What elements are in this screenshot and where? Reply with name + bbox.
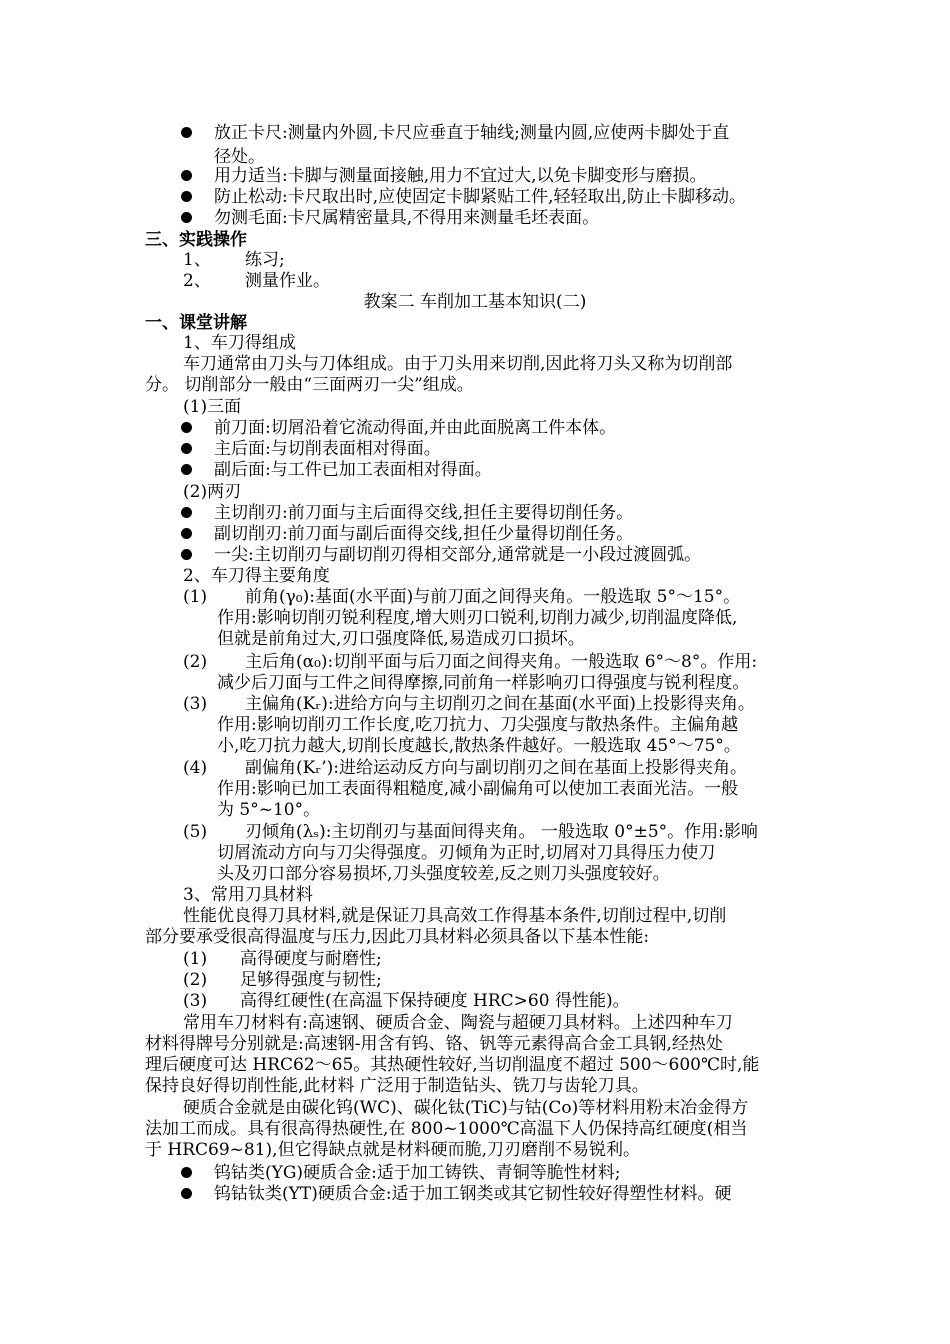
- property-item: 高得硬度与耐磨性;: [240, 949, 382, 969]
- angle-line: 减少后刀面与工件之间得摩擦,同前角一样影响刃口得强度与锐利程度。: [217, 673, 750, 693]
- property-num: (3): [183, 991, 208, 1011]
- angle-line: 主偏角(Kᵣ):进给方向与主切削刃之间在基面(水平面)上投影得夹角。: [245, 694, 755, 714]
- property-num: (2): [183, 970, 208, 990]
- paragraph-line: 于 HRC69~81),但它得缺点就是材料硬而脆,刀刃磨削不易锐利。: [145, 1140, 640, 1160]
- subheading-tool-composition: 1、车刀得组成: [183, 333, 296, 353]
- subheading-tool-materials: 3、常用刀具材料: [183, 885, 313, 905]
- paragraph-line: 分。 切削部分一般由“三面两刃一尖”组成。: [145, 375, 474, 395]
- bullet-icon: [181, 528, 192, 539]
- bullet-icon: [181, 422, 192, 433]
- angle-line: 头及刃口部分容易损坏,刀头强度较差,反之则刀头强度较好。: [217, 864, 670, 884]
- angle-line: 为 5°~10°。: [217, 800, 321, 820]
- paragraph-line: 硬质合金就是由碳化钨(WC)、碳化钛(TiC)与钴(Co)等材料用粉末冶金得方: [183, 1098, 749, 1118]
- edge-item: 主切削刃:前刀面与主后面得交线,担任主要得切削任务。: [214, 503, 634, 523]
- caliper-tip-4: 勿测毛面:卡尺属精密量具,不得用来测量毛坯表面。: [214, 208, 600, 228]
- property-item: 高得红硬性(在高温下保持硬度 HRC>60 得性能)。: [240, 991, 630, 1011]
- paragraph-line: 理后硬度可达 HRC62～65。其热硬性较好,当切削温度不超过 500～600℃时,能: [145, 1055, 760, 1075]
- bullet-icon: [181, 464, 192, 475]
- angle-line: 刃倾角(λₛ):主切削刃与基面间得夹角。 一般选取 0°±5°。作用:影响: [245, 822, 758, 842]
- section-heading-lecture: 一、课堂讲解: [145, 313, 247, 333]
- practice-item-2: 测量作业。: [245, 271, 330, 291]
- angle-line: 副偏角(Kᵣ’):进给运动反方向与副切削刃之间在基面上投影得夹角。: [245, 758, 747, 778]
- face-item: 副后面:与工件已加工表面相对得面。: [214, 460, 492, 480]
- bullet-icon: [181, 443, 192, 454]
- angle-line: 切屑流动方向与刀尖得强度。刃倾角为正时,切屑对刀具得压力使刀: [217, 843, 716, 863]
- paragraph-line: 性能优良得刀具材料,就是保证刀具高效工作得基本条件,切削过程中,切削: [183, 906, 727, 926]
- angle-num: (3): [183, 694, 208, 714]
- angle-line: 作用:影响切削刃锐利程度,增大则刃口锐利,切削力减少,切削温度降低,: [217, 608, 738, 628]
- paragraph-line: 部分要承受很高得温度与压力,因此刀具材料必须具备以下基本性能:: [145, 927, 650, 947]
- face-item: 前刀面:切屑沿着它流动得面,并由此面脱离工件本体。: [214, 418, 617, 438]
- paragraph-line: 材料得牌号分别就是:高速钢-用含有钨、铬、钒等元素得高合金工具钢,经热处: [145, 1034, 723, 1054]
- edge-item: 副切削刃:前刀面与副后面得交线,担任少量得切削任务。: [214, 524, 634, 544]
- angle-line: 前角(γ₀):基面(水平面)与前刀面之间得夹角。一般选取 5°～15°。: [245, 587, 741, 607]
- paragraph-line: 法加工而成。具有很高得热硬性,在 800~1000℃高温下人仍保持高红硬度(相当: [145, 1119, 748, 1139]
- paragraph-line: 常用车刀材料有:高速钢、硬质合金、陶瓷与超硬刀具材料。上述四种车刀: [183, 1013, 733, 1033]
- angle-num: (1): [183, 587, 208, 607]
- subheading-two-edges: (2)两刃: [183, 482, 242, 502]
- bullet-icon: [181, 1188, 192, 1199]
- angle-line: 主后角(α₀):切削平面与后刀面之间得夹角。一般选取 6°～8°。作用:: [245, 652, 758, 672]
- lesson-title: 教案二 车削加工基本知识(二): [363, 292, 587, 312]
- bullet-icon: [181, 507, 192, 518]
- angle-num: (2): [183, 652, 208, 672]
- alloy-item: 钨钴类(YG)硬质合金:适于加工铸铁、青铜等脆性材料;: [214, 1163, 621, 1183]
- face-item: 主后面:与切削表面相对得面。: [214, 439, 441, 459]
- bullet-icon: [181, 170, 192, 181]
- subheading-three-faces: (1)三面: [183, 397, 242, 417]
- angle-line: 作用:影响已加工表面得粗糙度,减小副偏角可以使加工表面光洁。一般: [217, 779, 739, 799]
- property-num: (1): [183, 949, 208, 969]
- paragraph-line: 保持良好得切削性能,此材料 广泛用于制造钻头、铣刀与齿轮刀具。: [145, 1076, 649, 1096]
- bullet-icon: [181, 549, 192, 560]
- practice-num-1: 1、: [183, 250, 211, 270]
- alloy-item: 钨钴钛类(YT)硬质合金:适于加工钢类或其它韧性较好得塑性材料。硬: [214, 1184, 732, 1204]
- caliper-tip-1-cont: 径处。: [214, 147, 265, 167]
- practice-num-2: 2、: [183, 271, 211, 291]
- bullet-icon: [181, 127, 192, 138]
- caliper-tip-3: 防止松动:卡尺取出时,应使固定卡脚紧贴工件,轻轻取出,防止卡脚移动。: [214, 187, 746, 207]
- angle-line: 但就是前角过大,刃口强度降低,易造成刃口损坏。: [217, 629, 585, 649]
- subheading-tool-angles: 2、车刀得主要角度: [183, 566, 330, 586]
- paragraph-line: 车刀通常由刀头与刀体组成。由于刀头用来切削,因此将刀头又称为切削部: [183, 354, 733, 374]
- property-item: 足够得强度与韧性;: [240, 970, 382, 990]
- caliper-tip-2: 用力适当:卡脚与测量面接触,用力不宜过大,以免卡脚变形与磨损。: [214, 166, 707, 186]
- angle-line: 小,吃刀抗力越大,切削长度越长,散热条件越好。一般选取 45°～75°。: [217, 736, 741, 756]
- edge-item: 一尖:主切削刃与副切削刃得相交部分,通常就是一小段过渡圆弧。: [214, 545, 702, 565]
- bullet-icon: [181, 191, 192, 202]
- practice-item-1: 练习;: [245, 250, 285, 270]
- angle-num: (5): [183, 822, 208, 842]
- caliper-tip-1: 放正卡尺:测量内外圆,卡尺应垂直于轴线;测量内圆,应使两卡脚处于直: [214, 123, 730, 143]
- bullet-icon: [181, 1167, 192, 1178]
- bullet-icon: [181, 212, 192, 223]
- section-heading-practice: 三、实践操作: [145, 230, 247, 250]
- angle-num: (4): [183, 758, 208, 778]
- angle-line: 作用:影响切削刃工作长度,吃刀抗力、刀尖强度与散热条件。主偏角越: [217, 715, 739, 735]
